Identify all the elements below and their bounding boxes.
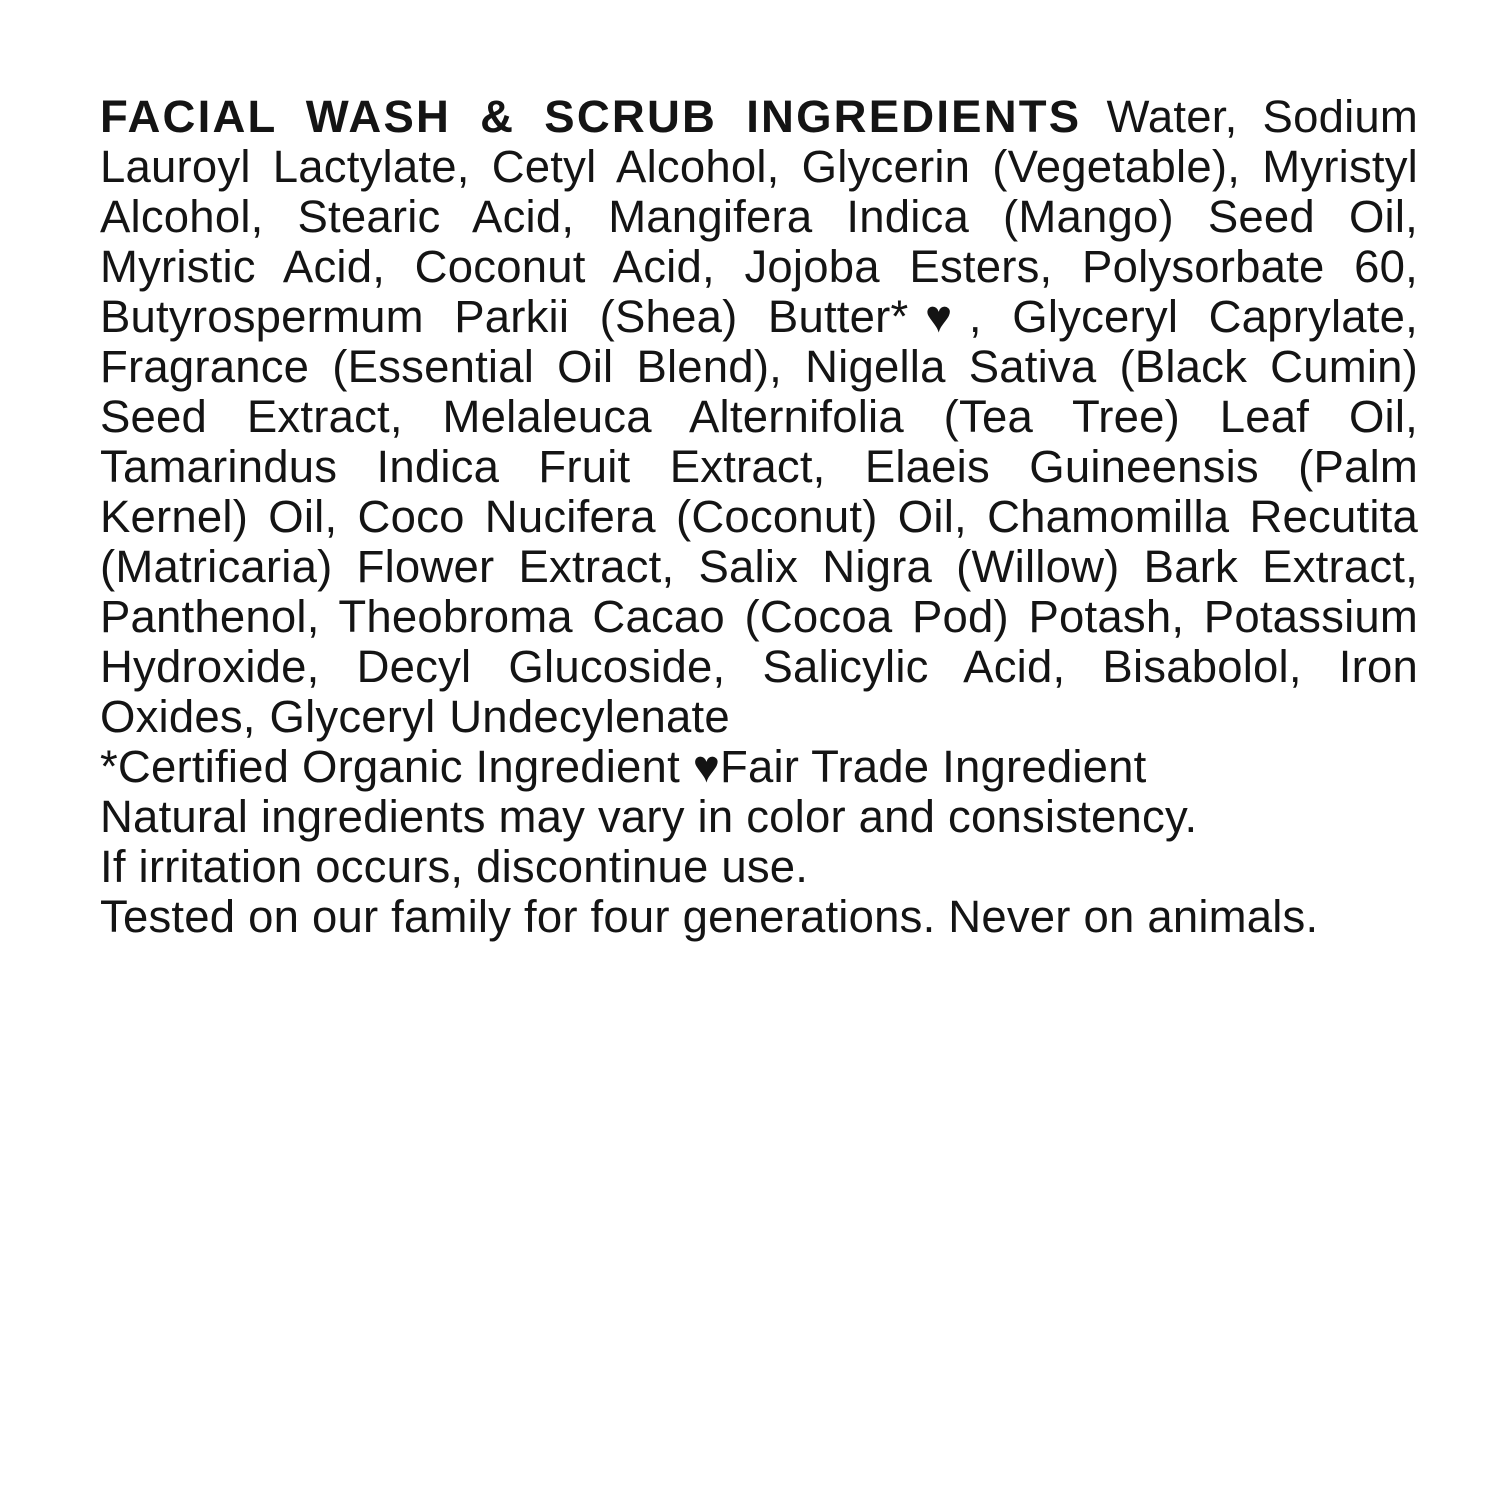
- legend-line: *Certified Organic Ingredient ♥Fair Trade Ingredient: [100, 741, 1147, 792]
- ingredients-list-text: Water, Sodium Lauroyl Lactylate, Cetyl Alcohol, Glycerin (Vegetable), Myristyl Alcohol, Stearic Acid, Mangifera Indica (Mango) Seed Oil, Myristic Acid, Coconut Acid, Jojoba Esters, Polysorbate 60, Butyrospermum Parkii (Shea) Butter*♥, Glyceryl Caprylate, Fragrance (Essential Oil Blend), Nigella Sativa (Black Cumin) Seed Extract, Melaleuca Alternifolia (Tea Tree) Leaf Oil, Tamarindus Indica Fruit Extract, Elaeis Guineensis (Palm Kernel) Oil, Coco Nucifera (Coconut) Oil, Chamomilla Recutita (Matricaria) Flower Extract, Salix Nigra (Willow) Bark Extract, Panthenol, Theobroma Cacao (Cocoa Pod) Potash, Potassium Hydroxide, Decyl Glucoside, Salicylic Acid, Bisabolol, Iron Oxides, Glyceryl Undecylenate: [100, 91, 1419, 742]
- ingredients-paragraph: [100, 92, 1418, 742]
- label-notes: [100, 742, 1418, 942]
- note-natural-variation: Natural ingredients may vary in color and consistency.: [100, 791, 1198, 842]
- ingredients-heading: FACIAL WASH & SCRUB INGREDIENTS: [100, 91, 1082, 142]
- note-animal-testing: Tested on our family for four generations. Never on animals.: [100, 891, 1319, 942]
- note-irritation: If irritation occurs, discontinue use.: [100, 841, 809, 892]
